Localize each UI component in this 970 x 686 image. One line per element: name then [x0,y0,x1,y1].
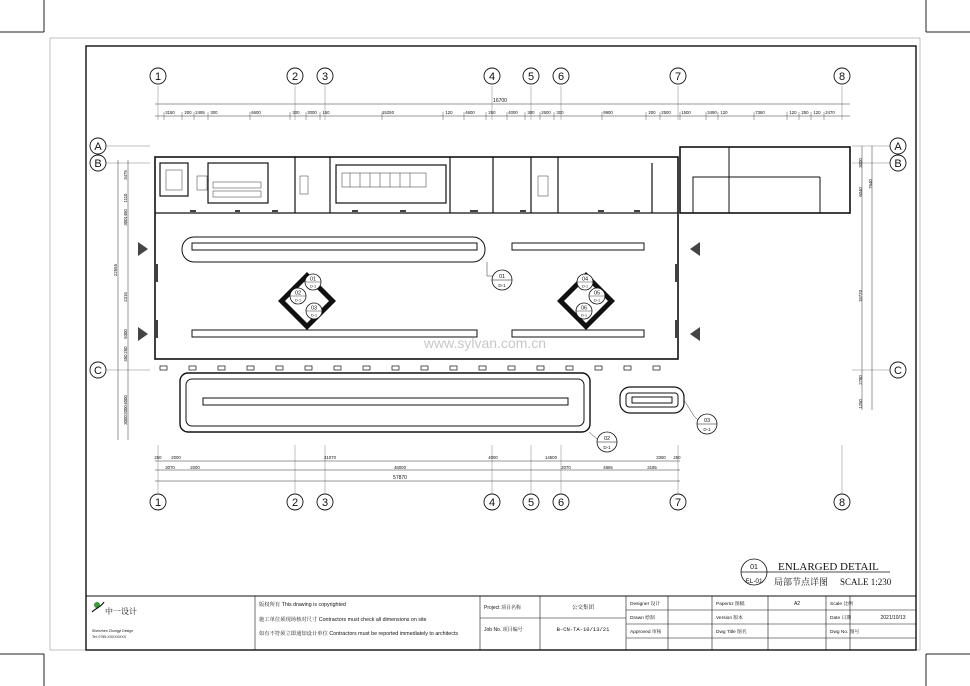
version-label: Version 版本 [716,616,743,621]
callout-05[interactable] [589,288,605,304]
callout-03[interactable] [306,303,322,319]
left-dim-segment: 3000 [123,415,128,425]
left-dim-segment: 2000 [123,405,128,415]
grid-label-row: A [94,141,102,153]
bottom-dim-row1: 3300 [656,455,666,460]
right-dim-segment: 18720 [858,290,863,302]
callout-sheet: D-1 [581,284,589,289]
grid-label-col: 5 [527,497,535,509]
grid-bubble-col-6-bottom [553,494,569,510]
detail-ref-02-number: 02 [603,436,611,442]
left-dim-segment: 250 [123,346,128,354]
callout-sheet: D-1 [294,298,302,303]
dwg-number-label: Dwg No. 图号 [830,630,860,635]
entrance-arrows [138,242,700,341]
grid-bubble-row-C-right [890,362,906,378]
paper-size-label: Papersz 图幅 [716,602,745,607]
left-dim-segment: 4000 [123,395,128,405]
top-dim-segment: 250 [801,110,809,115]
note-report-discrepancy: 如有不符须立即通知设计单位 Contractors must be reported immediately to architects [259,631,458,637]
top-dim-segment: 3490 [707,110,717,115]
annex-building [680,147,850,213]
left-dim-segment: 450 [123,354,128,362]
drawn-label: Drawn 绘制 [630,616,655,621]
left-dim-segment: 1450 [123,209,128,219]
drawing-scale: SCALE 1:230 [840,577,892,587]
grid-label-col: 2 [291,497,299,509]
title-mark-sheet: EL-01 [745,578,763,585]
right-dim-segment: 3000 [858,158,863,168]
top-dim-segment: 15250 [382,110,394,115]
detail-ref-01-sheet: D-1 [498,283,506,288]
hall-outline [155,157,678,359]
watermark: www.sylvan.com.cn [423,335,547,351]
grid-label-col: 5 [527,71,535,83]
bottom-dimension-labels [154,455,681,470]
grid-label-col: 1 [154,497,162,509]
callout-02[interactable] [290,288,306,304]
grid-bubble-col-4-top [484,68,500,84]
callout-number: 02 [294,290,302,297]
left-dim-segment: 1110 [123,193,128,203]
bottom-dim-row2: 3070 [165,465,175,470]
bottom-dim-row1: 2000 [171,455,181,460]
callout-01[interactable] [305,274,321,290]
top-dim-segment: 200 [184,110,192,115]
bottom-dim-row2: 4865 [603,465,613,470]
top-dim-segment: 300 [556,110,564,115]
right-dim-segment: 1250 [858,399,863,409]
top-dim-segment: 200 [648,110,656,115]
grid-label-col: 7 [674,71,682,83]
grid-label-col: 2 [291,71,299,83]
dwg-title-label: Dwg Title 图名 [716,630,747,635]
top-dim-segment: 250 [488,110,496,115]
left-dim-segment: 300 [123,218,128,226]
title-mark-number: 01 [750,564,758,571]
grid-label-col: 6 [557,497,565,509]
project-label: Project 项目名称 [484,605,521,611]
drawing-title-chinese: 局部节点详图 [774,577,829,587]
logo-text: 中一设计 [105,607,137,616]
note-copyright: 版权所有 This drawing is copyrighted [259,602,346,608]
callout-sheet: D-1 [593,298,601,303]
top-dim-segment: 4000 [508,110,518,115]
grid-bubble-row-C-left [90,362,106,378]
title-block [86,596,916,650]
grid-bubble-col-6-top [553,68,569,84]
right-dimension-labels [858,158,873,409]
bottom-total-dimension: 57870 [393,475,407,481]
bottom-dim-row2: 48000 [394,465,406,470]
callout-sheet: D-1 [309,284,317,289]
bottom-dim-row1: 14500 [545,455,557,460]
project-value: 公交集团 [571,605,595,611]
grid-label-col: 6 [557,71,565,83]
callout-04[interactable] [577,274,593,290]
grid-bubble-col-2-bottom [287,494,303,510]
bottom-dim-row1: 250 [673,455,681,460]
top-dim-segment: 3150 [165,110,175,115]
top-dim-segment: 300 [210,110,218,115]
kiosk [620,387,684,413]
grid-label-row: B [94,158,102,170]
top-total-dimension: 16700 [493,98,507,104]
grid-bubble-col-3-bottom [317,494,333,510]
top-dim-segment: 2500 [661,110,671,115]
grid-label-row: B [894,158,902,170]
grid-label-col: 8 [838,71,846,83]
callout-06[interactable] [576,303,592,319]
right-dim-segment: 2780 [858,375,863,385]
top-dim-segment: 3000 [307,110,317,115]
designer-label: Designer 设计 [630,602,661,607]
grid-label-col: 3 [321,497,329,509]
bottom-dim-row2: 3185 [647,465,657,470]
bottom-dim-row1: 4000 [488,455,498,460]
detail-ref-01[interactable] [492,270,512,290]
callout-number: 06 [580,305,588,312]
top-dim-segment: 9900 [603,110,613,115]
callout-bubbles [290,274,605,319]
detail-ref-03[interactable] [697,414,717,434]
callout-number: 01 [309,276,317,283]
right-dim-segment: 7640 [868,179,873,189]
left-dimension-labels [113,170,128,425]
grid-bubble-col-3-top [317,68,333,84]
left-dim-segment: 6300 [123,329,128,339]
note-check-dimensions: 施工单位须现场核对尺寸 Contractors must check all dimensions on site [259,617,427,623]
approved-label: Approved 审核 [630,630,662,635]
top-segment-labels [165,110,835,115]
callout-sheet: D-1 [580,313,588,318]
grid-label-row: C [894,365,902,377]
service-rooms [160,157,652,213]
detail-ref-02-sheet: D-1 [603,445,611,450]
date-label: Date 日期 [830,616,852,621]
wall-columns [160,366,660,370]
left-dim-segment: 2316 [123,292,128,302]
detail-ref-02[interactable] [597,432,617,452]
grid-bubble-col-1-top [150,68,166,84]
top-dim-segment: 2600 [541,110,551,115]
grid-label-col: 1 [154,71,162,83]
grid-label-col: 8 [838,497,846,509]
bottom-dim-row1: 250 [154,455,162,460]
right-dim-segment: 6040 [858,187,863,197]
left-dim-segment: 3475 [123,170,128,180]
grid-bubble-row-B-left [90,155,106,171]
grid-label-col: 3 [321,71,329,83]
grid-label-col: 4 [488,497,496,509]
top-dim-segment: 300 [292,110,300,115]
company-logo [92,602,137,616]
drawing-title-block [741,559,892,587]
bottom-dim-row2: 2000 [190,465,200,470]
grid-label-row: A [894,141,902,153]
job-number-label: Job No. 项目编号 [484,627,523,633]
grid-label-row: C [94,365,102,377]
callout-number: 03 [310,305,318,312]
grid-bubble-col-7-top [670,68,686,84]
grid-bubble-col-2-top [287,68,303,84]
grid-bubble-col-1-bottom [150,494,166,510]
fixtures [166,170,548,197]
top-dim-segment: 120 [813,110,821,115]
drawing-title-english: ENLARGED DETAIL [778,561,879,573]
date-value: 2021/10/13 [880,615,906,621]
bottom-dimensions [155,461,680,481]
grid-bubble-col-5-top [523,68,539,84]
grid-bubble-col-8-bottom [834,494,850,510]
top-dim-segment: 120 [789,110,797,115]
top-dim-segment: 120 [445,110,453,115]
company-line-1: Shenzhen Zhongyi Design [92,629,134,633]
top-dim-segment: 120 [720,110,728,115]
paper-size-value: A2 [793,601,801,607]
grid-label-col: 4 [488,71,496,83]
grid-bubble-col-4-bottom [484,494,500,510]
callout-sheet: D-1 [310,313,318,318]
top-dim-segment: 2470 [825,110,835,115]
top-dim-segment: 150 [322,110,330,115]
grid-bubble-col-7-bottom [670,494,686,510]
top-dim-segment: 1500 [681,110,691,115]
job-number-value: B-CN-TA-10/13/21 [556,626,610,633]
grid-bubble-row-B-right [890,155,906,171]
company-line-2: Tel: 0755-XXXXXXXX [92,635,127,639]
grid-label-col: 7 [674,497,682,509]
grid-bubble-row-A-right [890,138,906,154]
bottom-dim-row1: 31070 [324,455,336,460]
top-dim-segment: 300 [527,110,535,115]
callout-number: 05 [593,290,601,297]
grid-bubble-row-A-left [90,138,106,154]
left-dim-segment: 22555 [113,264,118,276]
callout-number: 04 [581,276,589,283]
floor-plan [138,147,850,432]
bottom-dim-row2: 2070 [561,465,571,470]
detail-ref-03-number: 03 [703,418,711,424]
grid-bubble-col-8-top [834,68,850,84]
top-dim-segment: 2495 [195,110,205,115]
scale-label: Scale 比例 [830,602,853,607]
top-dim-segment: 7360 [755,110,765,115]
grid-bubble-col-5-bottom [523,494,539,510]
detail-ref-01-number: 01 [498,274,506,280]
top-dim-segment: 4600 [465,110,475,115]
platform-south [180,373,590,432]
top-dim-segment: 6600 [251,110,261,115]
detail-ref-03-sheet: D-1 [703,427,711,432]
